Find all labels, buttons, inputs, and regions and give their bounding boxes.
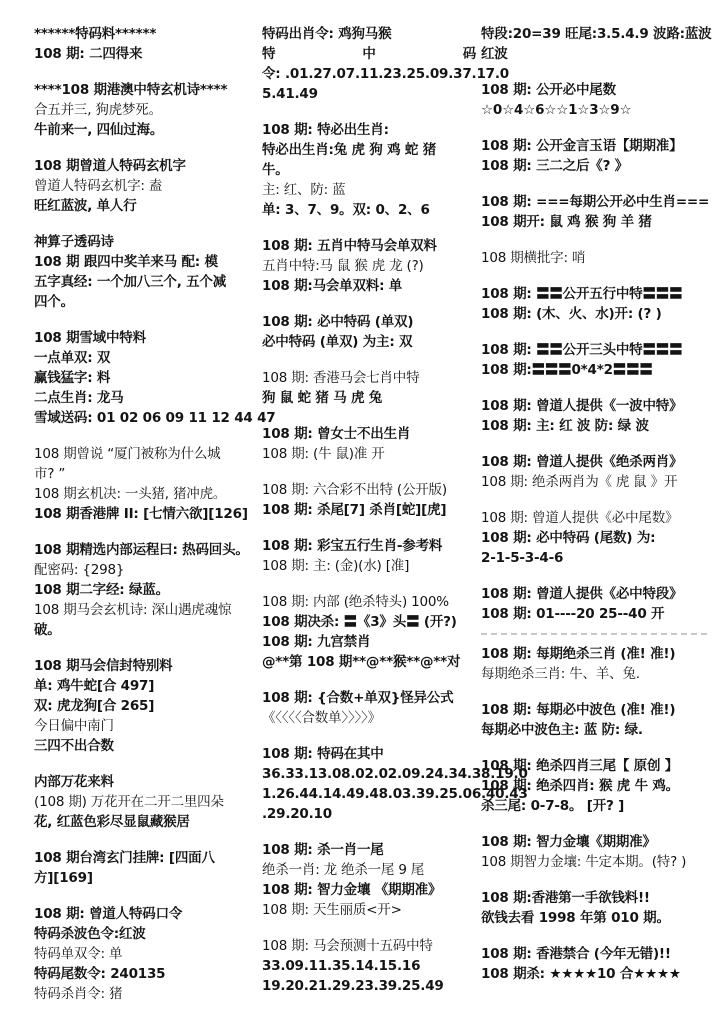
paragraph-spacer	[34, 832, 258, 848]
paragraph-spacer	[34, 140, 258, 156]
paragraph-spacer	[481, 120, 721, 136]
paragraph-spacer	[262, 408, 476, 424]
paragraph-spacer	[481, 492, 721, 508]
text-line: 108 期: 公开金言玉语【期期准】	[481, 138, 683, 154]
text-line: 108 期: 〓〓公开三头中特〓〓〓	[481, 342, 683, 358]
text-line: 旺红蓝波, 单人行	[34, 198, 137, 214]
text-line: ******特码料******	[34, 26, 157, 42]
paragraph-spacer	[481, 568, 721, 584]
paragraph-spacer	[481, 324, 721, 340]
text-line: 合五并三, 狗虎梦死。	[34, 102, 162, 118]
text-line: 《〈〈〈〈合数单〉〉〉〉》	[262, 710, 381, 726]
text-line: 二点生肖: 龙马	[34, 390, 124, 406]
text-line: 108 期曾说 “厦门被称为什么城	[34, 446, 221, 462]
text-line: 108 期: ===每期公开必中生肖===	[481, 194, 710, 210]
text-line: 特码杀肖令: 猪	[34, 986, 123, 1002]
text-line: 33.09.11.35.14.15.16	[262, 958, 421, 974]
text-line: 108 期: 〓〓公开五行中特〓〓〓	[481, 286, 683, 302]
text-line: 108 期: 曾道人特码口令	[34, 906, 183, 922]
paragraph-spacer	[481, 232, 721, 248]
text-line: 108 期智力金壤: 牛定本期。(特? )	[481, 854, 687, 870]
text-line: 市? ”	[34, 466, 66, 482]
text-line: 108 期: 必中特码 (单双)	[262, 314, 414, 330]
text-line: 绝杀一肖: 龙 绝杀一尾 9 尾	[262, 862, 425, 878]
paragraph-spacer	[262, 824, 476, 840]
text-line: 108 期: 智力金壤 《期期准》	[262, 882, 442, 898]
text-line: 108 期: 香港马会七肖中特	[262, 370, 420, 386]
text-line: 108 期开: 鼠 鸡 猴 狗 羊 猪	[481, 214, 652, 230]
text-line: 108 期横批字: 哨	[481, 250, 586, 266]
text-line: 今日偏中南门	[34, 718, 114, 734]
text-line: 108 期: {合数+单双}怪异公式	[262, 690, 454, 706]
justified-word: 特	[262, 46, 276, 62]
text-line: 108 期: 九宫禁肖	[262, 634, 371, 650]
text-line: 108 期: 杀一肖一尾	[262, 842, 384, 858]
text-line: 108 期马会玄机诗: 深山遇虎魂惊	[34, 602, 232, 618]
text-line: 每期绝杀三肖: 牛、羊、兔.	[481, 666, 640, 682]
text-line: 108 期精选内部运程曰: 热码回头。	[34, 542, 249, 558]
paragraph-spacer	[262, 104, 476, 120]
text-line: 破。	[34, 622, 61, 638]
text-line: 108 期: 必中特码 (尾数) 为:	[481, 530, 656, 546]
paragraph-spacer	[34, 888, 258, 904]
text-line: 特必出生肖:兔 虎 狗 鸡 蛇 猪	[262, 142, 436, 158]
paragraph-spacer	[34, 312, 258, 328]
justified-word: 码	[462, 46, 476, 62]
text-line: 108 期: 主: 红 波 防: 绿 波	[481, 418, 649, 434]
text-line: 2-1-5-3-4-6	[481, 550, 564, 566]
text-line: 108 期决杀: 〓《3》头〓 (开?)	[262, 614, 457, 630]
text-line: 特码尾数令: 240135	[34, 966, 166, 982]
text-line: 108 期: 曾道人提供《必中尾数》	[481, 510, 679, 526]
text-line: 曾道人特码玄机字: 盍	[34, 178, 163, 194]
paragraph-spacer	[262, 220, 476, 236]
text-line: 108 期: (木、火、水)开: (? )	[481, 306, 662, 322]
text-line: 必中特码 (单双) 为主: 双	[262, 334, 413, 350]
paragraph-spacer	[262, 520, 476, 536]
text-line: 特码杀波色令:红波	[34, 926, 146, 942]
paragraph-spacer	[481, 816, 721, 832]
text-line: 双: 虎龙狗[合 265]	[34, 698, 155, 714]
text-line: 令: .01.27.07.11.23.25.09.37.17.0	[262, 66, 509, 82]
text-line: 花, 红蓝色彩尽显鼠藏猴居	[34, 814, 190, 830]
text-line: 1.26.44.14.49.48.03.39.25.06.40.43	[262, 786, 528, 802]
text-line: 108 期: 绝杀四肖: 猴 虎 牛 鸡。	[481, 778, 679, 794]
text-line: 内部万花来料	[34, 774, 114, 790]
text-line: .29.20.10	[262, 806, 332, 822]
text-line: 108 期: 公开必中尾数	[481, 82, 616, 98]
paragraph-spacer	[481, 176, 721, 192]
text-line: 108 期雪域中特料	[34, 330, 146, 346]
text-line: 108 期玄机决: 一头猪, 猪冲虎。	[34, 486, 227, 502]
paragraph-spacer	[262, 296, 476, 312]
text-line: 单: 3、7、9。双: 0、2、6	[262, 202, 430, 218]
text-line: 108 期:马会单双料: 单	[262, 278, 403, 294]
paragraph-spacer	[481, 684, 721, 700]
text-line: 19.20.21.29.23.39.25.49	[262, 978, 444, 994]
text-line: 方][169]	[34, 870, 93, 886]
text-line: 一点单双: 双	[34, 350, 111, 366]
text-line: 108 期:香港第一手欲钱料!!	[481, 890, 650, 906]
text-line: 特码单双令: 单	[34, 946, 123, 962]
text-line: 108 期: 特必出生肖:	[262, 122, 389, 138]
text-line: 108 期杀: ★★★★10 合★★★★	[481, 966, 681, 982]
text-line: 108 期: 主: (金)(水) [准]	[262, 558, 410, 574]
text-line: ☆0☆4☆6☆☆1☆3☆9☆	[481, 102, 632, 118]
text-line: 108 期: 香港禁合 (今年无错)!!	[481, 946, 671, 962]
paragraph-spacer	[481, 436, 721, 452]
text-line: 主: 红、防: 蓝	[262, 182, 346, 198]
text-line: 108 期曾道人特码玄机字	[34, 158, 186, 174]
text-line: 配密码: {298}	[34, 562, 125, 578]
paragraph-spacer	[262, 920, 476, 936]
text-line: 欲钱去看 1998 年第 010 期。	[481, 910, 670, 926]
paragraph-spacer	[34, 428, 258, 444]
paragraph-spacer	[34, 640, 258, 656]
text-line: 108 期: 曾道人提供《一波中特》	[481, 398, 683, 414]
text-line: @**第 108 期**@**猴**@**对	[262, 654, 461, 670]
text-line: 108 期: 三二之后《? 》	[481, 158, 629, 174]
paragraph-spacer	[262, 672, 476, 688]
text-line: 108 期马会信封特别料	[34, 658, 173, 674]
text-line: 赢钱猛字: 料	[34, 370, 111, 386]
text-line: 108 期: 每期绝杀三肖 (准! 准!)	[481, 646, 676, 662]
text-line: 108 期: 01----20 25--40 开	[481, 606, 665, 622]
text-line: 108 期: 曾道人提供《必中特段》	[481, 586, 683, 602]
text-line: 红波	[481, 46, 508, 62]
text-line: 神算子透码诗	[34, 234, 114, 250]
text-line: 108 期: 曾道人提供《绝杀两肖》	[481, 454, 683, 470]
paragraph-spacer	[481, 64, 721, 80]
text-line: 牛。	[262, 162, 289, 178]
paragraph-spacer	[34, 64, 258, 80]
paragraph-spacer	[481, 380, 721, 396]
text-line: 三四不出合数	[34, 738, 114, 754]
text-line: 牛前来一, 四仙过海。	[34, 122, 164, 138]
paragraph-spacer	[34, 756, 258, 772]
text-line: 108 期香港牌 II: [七情六欲][126]	[34, 506, 248, 522]
column-left	[34, 24, 276, 1004]
text-line: 108 期: 智力金壤《期期准》	[481, 834, 656, 850]
justified-word: 中	[362, 46, 376, 62]
column-right	[481, 24, 721, 984]
text-line	[262, 44, 476, 64]
text-line: (108 期) 万花开在二开二里四朵	[34, 794, 224, 810]
text-line: 狗 鼠 蛇 猪 马 虎 兔	[262, 390, 383, 406]
text-line: 108 期二字经: 绿蓝。	[34, 582, 169, 598]
text-line: 杀三尾: 0-7-8。 [开? ]	[481, 798, 625, 814]
text-line: 108 期: 特码在其中	[262, 746, 384, 762]
text-line: 108 期: 彩宝五行生肖-参考料	[262, 538, 443, 554]
text-line: 108 期:〓〓〓0*4*2〓〓〓	[481, 362, 653, 378]
paragraph-spacer	[481, 740, 721, 756]
paragraph-spacer	[262, 576, 476, 592]
text-line: 108 期: (牛 鼠)准 开	[262, 446, 385, 462]
text-line: 每期必中波色主: 蓝 防: 绿.	[481, 722, 643, 738]
scan-artifact-line	[481, 624, 721, 644]
text-line: 108 期: 马会预测十五码中特	[262, 938, 433, 954]
text-line: 108 期 跟四中奖羊来马 配: 模	[34, 254, 218, 270]
text-line: 五字真经: 一个加八三个, 五个减	[34, 274, 227, 290]
text-line: 108 期: 二四得来	[34, 46, 143, 62]
text-line: 五肖中特:马 鼠 猴 虎 龙 (?)	[262, 258, 424, 274]
text-line: 四个。	[34, 294, 74, 310]
text-line: 108 期: 五肖中特马会单双料	[262, 238, 437, 254]
text-line: 单: 鸡牛蛇[合 497]	[34, 678, 155, 694]
text-line: 雪域送码: 01 02 06 09 11 12 44 47	[34, 410, 276, 426]
paragraph-spacer	[481, 928, 721, 944]
paragraph-spacer	[34, 524, 258, 540]
text-line: 108 期: 六合彩不出特 (公开版)	[262, 482, 447, 498]
text-line: 108 期台湾玄门挂牌: [四面八	[34, 850, 215, 866]
text-line: 108 期: 绝杀四肖三尾【 原创 】	[481, 758, 679, 774]
text-line: 特码出肖令: 鸡狗马猴	[262, 26, 392, 42]
text-line: 108 期: 内部 (绝杀特头) 100%	[262, 594, 449, 610]
text-line: 108 期: 杀尾[7] 杀肖[蛇][虎]	[262, 502, 447, 518]
text-line: 特段:20=39 旺尾:3.5.4.9 波路:蓝波	[481, 26, 712, 42]
text-line: 108 期: 每期必中波色 (准! 准!)	[481, 702, 676, 718]
text-line: 5.41.49	[262, 86, 318, 102]
text-line: 108 期: 天生丽质<开>	[262, 902, 402, 918]
paragraph-spacer	[262, 728, 476, 744]
paragraph-spacer	[481, 268, 721, 284]
text-line: 108 期: 曾女士不出生肖	[262, 426, 411, 442]
paragraph-spacer	[262, 464, 476, 480]
text-line: ****108 期港澳中特玄机诗****	[34, 82, 228, 98]
paragraph-spacer	[481, 872, 721, 888]
text-line: 36.33.13.08.02.02.09.24.34.38.19.0	[262, 766, 528, 782]
paragraph-spacer	[34, 216, 258, 232]
paragraph-spacer	[262, 352, 476, 368]
text-line: 108 期: 绝杀两肖为《 虎 鼠 》开	[481, 474, 678, 490]
